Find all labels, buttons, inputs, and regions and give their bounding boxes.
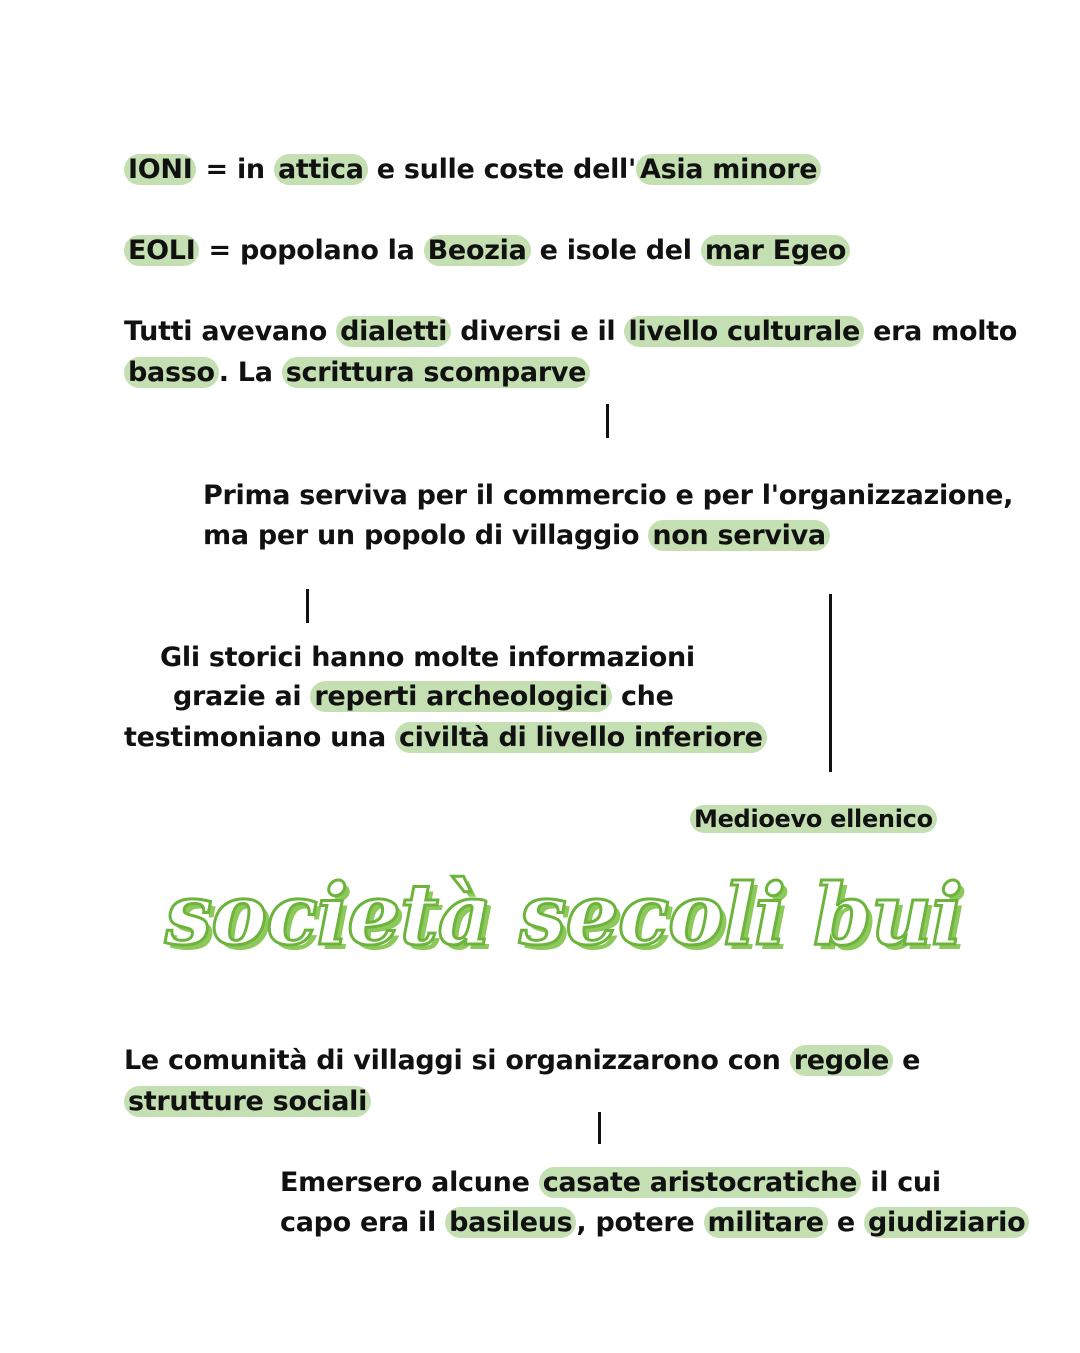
text-segment: e isole del <box>530 235 701 266</box>
text-segment: capo era il <box>280 1207 446 1238</box>
text-segment: che <box>611 681 674 712</box>
highlight-militare: militare <box>704 1207 828 1238</box>
highlight-giudiziario: giudiziario <box>864 1207 1029 1238</box>
storici-line-1 <box>160 638 695 678</box>
medioevo-label <box>690 799 937 839</box>
prima-line-2 <box>203 516 830 556</box>
text-segment: Le comunità di villaggi si organizzarono con <box>124 1045 790 1076</box>
text-segment: . La <box>218 357 282 388</box>
text-segment: = in <box>196 154 274 185</box>
highlight-regole: regole <box>790 1045 893 1076</box>
highlight-mar-egeo: mar Egeo <box>701 235 850 266</box>
highlight-medioevo-ellenico: Medioevo ellenico <box>690 805 937 833</box>
eoli-line <box>124 231 850 271</box>
text-segment: e <box>892 1045 921 1076</box>
highlight-eoli: EOLI <box>124 235 199 266</box>
comunita-line-1 <box>124 1041 920 1081</box>
emersero-line-1 <box>280 1163 941 1203</box>
text-segment: e sulle coste dell' <box>367 154 636 185</box>
tutti-line-2 <box>124 353 590 393</box>
highlight-dialetti: dialetti <box>336 316 451 347</box>
tutti-line-1 <box>124 312 1017 352</box>
connector-line-long <box>829 594 832 772</box>
highlight-casate-aristocratiche: casate aristocratiche <box>539 1167 861 1198</box>
text-segment: e <box>827 1207 864 1238</box>
text-segment: Tutti avevano <box>124 316 337 347</box>
text-segment: ma per un popolo di villaggio <box>203 520 649 551</box>
highlight-beozia: Beozia <box>424 235 531 266</box>
storici-line-2 <box>173 677 674 717</box>
highlight-basileus: basileus <box>445 1207 576 1238</box>
highlight-livello-culturale: livello culturale <box>624 316 864 347</box>
text-segment: testimoniano una <box>124 722 395 753</box>
text-segment: Prima serviva per il commercio e per l'organizzazione, <box>203 480 1014 511</box>
connector-line <box>306 589 309 623</box>
highlight-basso: basso <box>124 357 219 388</box>
storici-line-3 <box>124 718 767 758</box>
text-segment: Gli storici hanno molte informazioni <box>160 642 695 673</box>
text-segment: il cui <box>861 1167 941 1198</box>
text-segment: era molto <box>863 316 1018 347</box>
highlight-non-serviva: non serviva <box>648 520 829 551</box>
section-title: società secoli bui <box>165 865 962 964</box>
ioni-line <box>124 150 821 190</box>
highlight-attica: attica <box>274 154 368 185</box>
highlight-strutture-sociali: strutture sociali <box>124 1086 371 1117</box>
highlight-reperti-archeologici: reperti archeologici <box>310 681 611 712</box>
comunita-line-2 <box>124 1082 371 1122</box>
highlight-scrittura-scomparve: scrittura scomparve <box>282 357 590 388</box>
text-segment: , potere <box>576 1207 704 1238</box>
connector-line <box>606 404 609 438</box>
highlight-asia-minore: Asia minore <box>636 154 821 185</box>
text-segment: = popolano la <box>199 235 424 266</box>
text-segment: grazie ai <box>173 681 311 712</box>
text-segment: Emersero alcune <box>280 1167 539 1198</box>
prima-line-1 <box>203 476 1013 516</box>
text-segment: diversi e il <box>451 316 625 347</box>
highlight-ioni: IONI <box>124 154 196 185</box>
connector-line <box>598 1112 601 1144</box>
emersero-line-2 <box>280 1203 1029 1243</box>
highlight-civilta-inferiore: civiltà di livello inferiore <box>395 722 767 753</box>
